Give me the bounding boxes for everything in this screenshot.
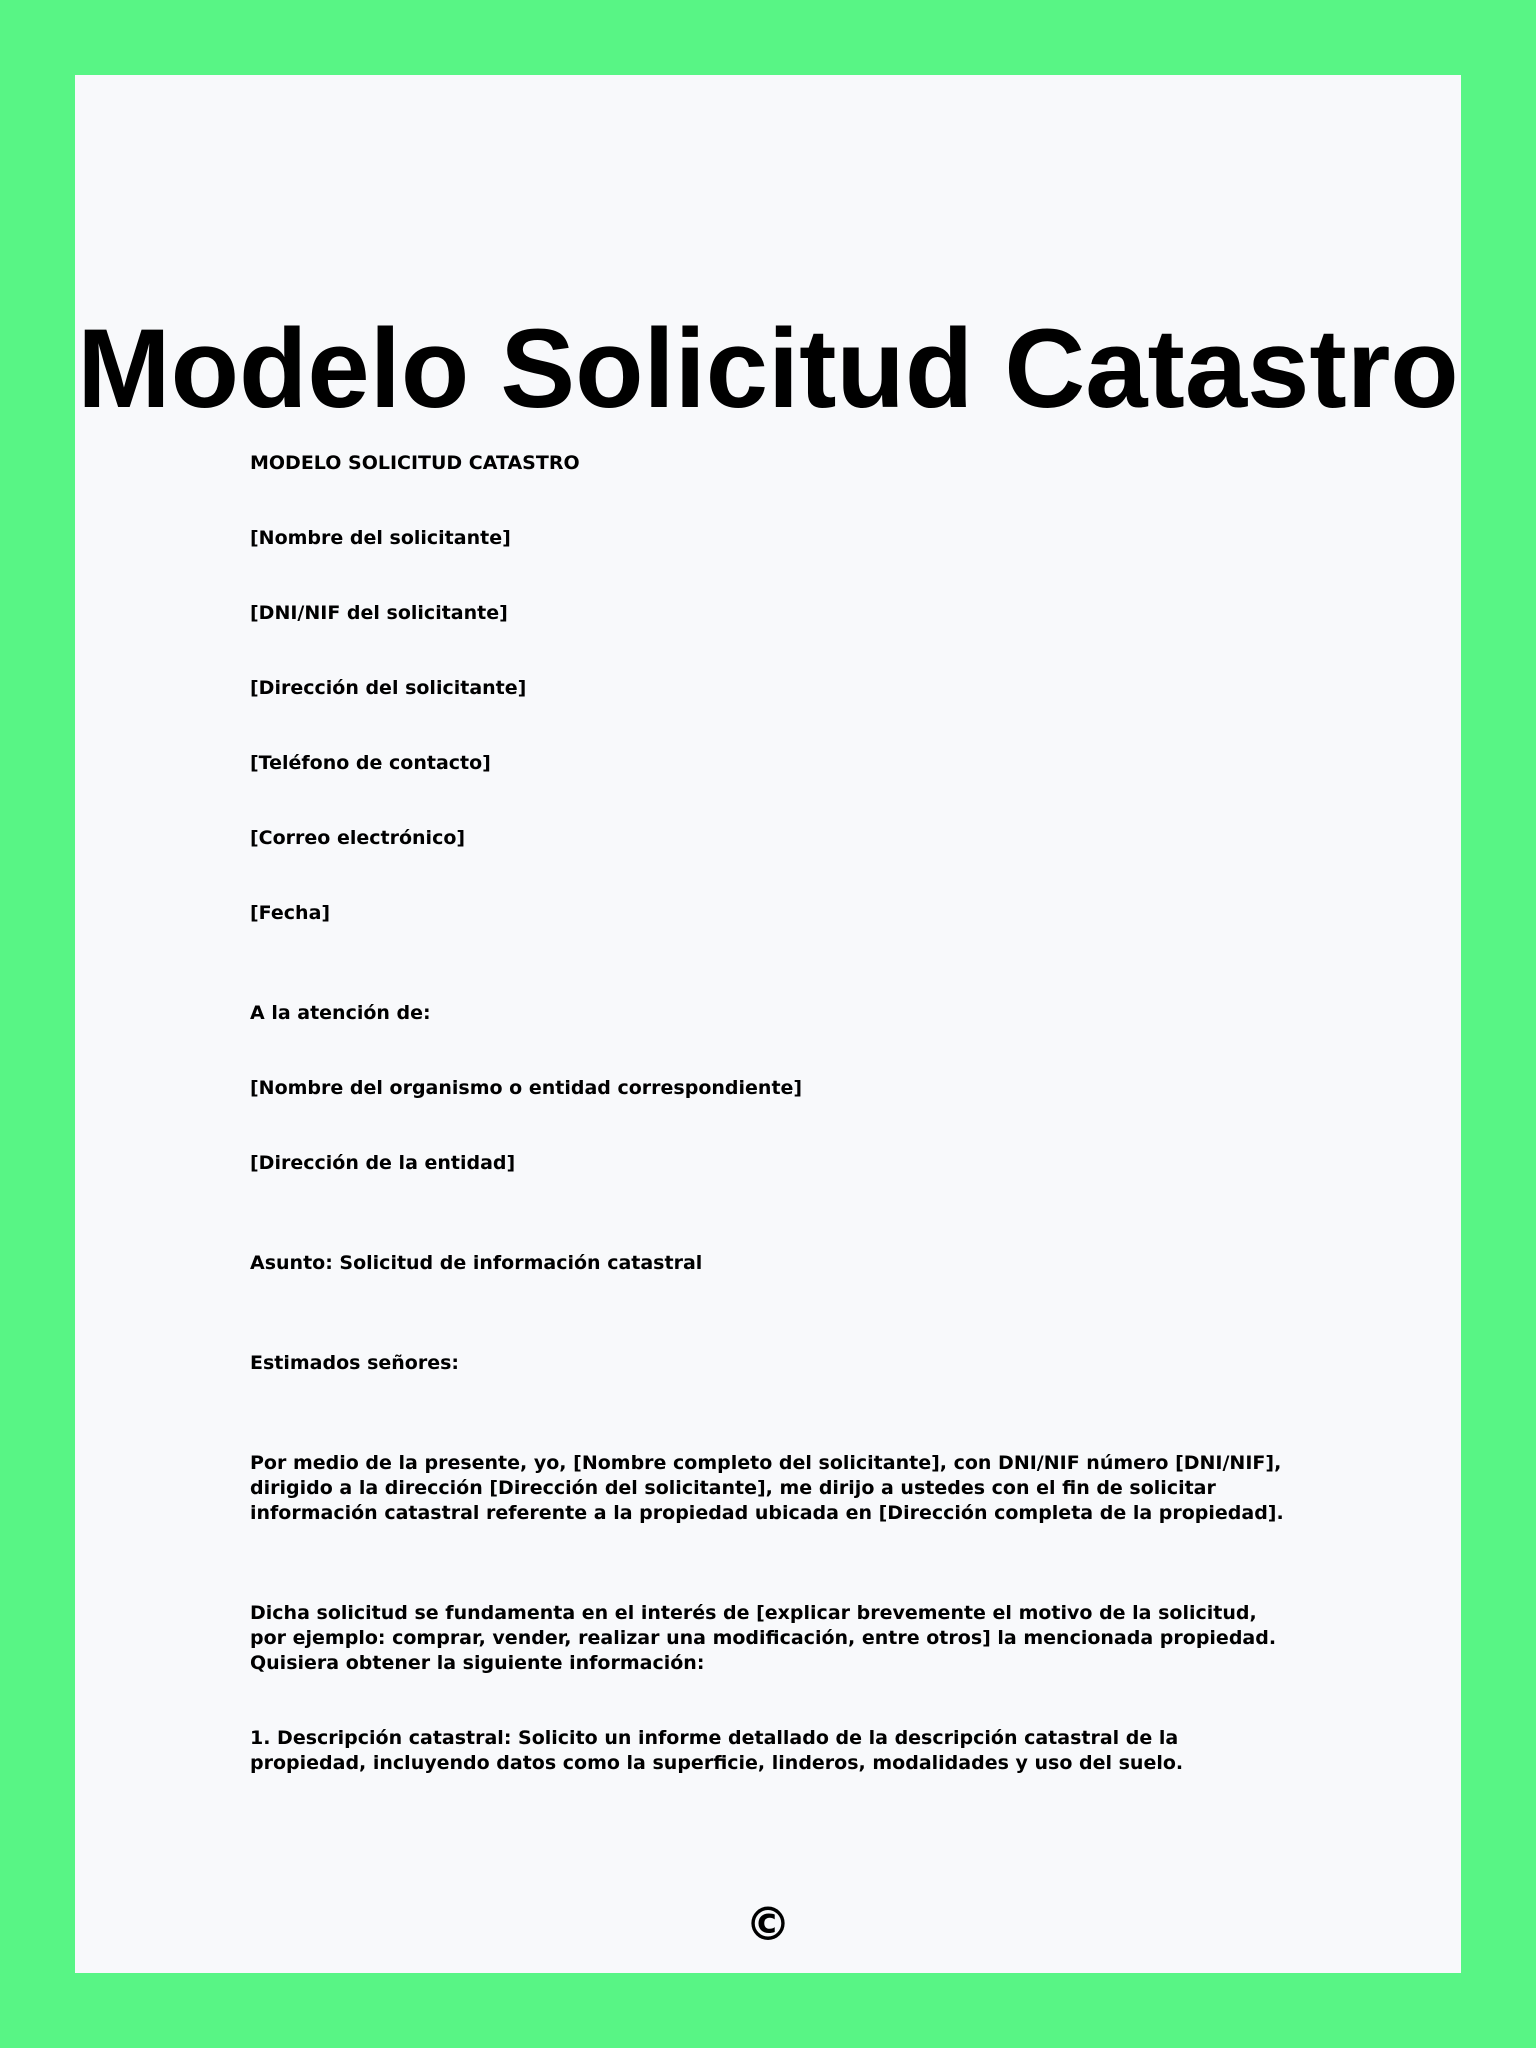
letter-greeting: Estimados señores: xyxy=(250,1352,460,1374)
body-paragraph: Por medio de la presente, yo, [Nombre completo del solicitante], con DNI/NIF número [DNI/NIF], dirigido a la dirección [Dirección del solicitante], me dirijo a ustedes con el fin de solicitar información catastral referente a la propiedad ubicada en [Dirección completa de la propiedad]. xyxy=(250,1452,1284,1524)
recipient-entity: [Nombre del organismo o entidad correspondiente] xyxy=(250,1077,803,1099)
letter-date: [Fecha] xyxy=(250,902,331,924)
recipient-address: [Dirección de la entidad] xyxy=(250,1152,516,1174)
body-paragraph: 1. Descripción catastral: Solicito un informe detallado de la descripción catastral de la propiedad, incluyendo datos como la superficie, linderos, modalidades y uso del suelo. xyxy=(250,1727,1184,1774)
sender-name: [Nombre del solicitante] xyxy=(250,527,511,549)
letter-heading: MODELO SOLICITUD CATASTRO xyxy=(250,452,580,474)
document-title: Modelo Solicitud Catastro xyxy=(77,306,1459,431)
letter-subject: Asunto: Solicitud de información catastral xyxy=(250,1252,703,1274)
document-page xyxy=(75,75,1461,1973)
sender-address: [Dirección del solicitante] xyxy=(250,677,527,699)
copyright-icon: © xyxy=(745,1897,791,1951)
recipient-attention: A la atención de: xyxy=(250,1002,431,1024)
sender-phone: [Teléfono de contacto] xyxy=(250,752,491,774)
sender-email: [Correo electrónico] xyxy=(250,827,466,849)
body-paragraph: Dicha solicitud se fundamenta en el interés de [explicar brevemente el motivo de la solicitud, por ejemplo: comprar, vender, realizar una modificación, entre otros] la mencionada propiedad. Quisiera obtener la siguiente información: xyxy=(250,1602,1277,1674)
sender-id: [DNI/NIF del solicitante] xyxy=(250,602,508,624)
